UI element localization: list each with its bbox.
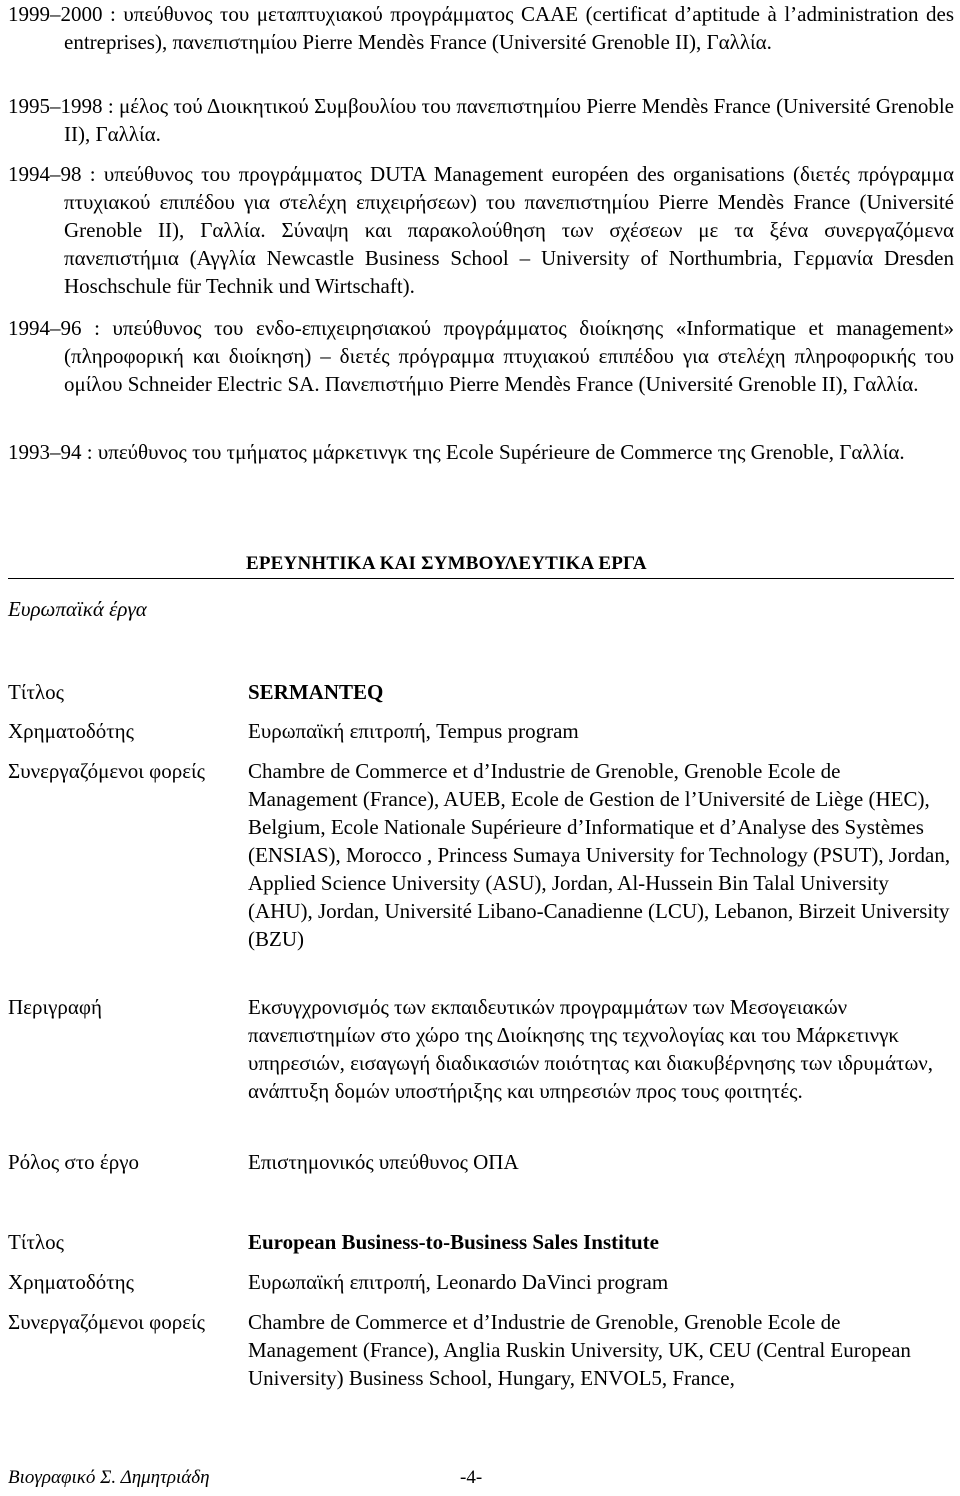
project-value: Επιστημονικός υπεύθυνος ΟΠΑ — [248, 1150, 519, 1174]
project-value: Chambre de Commerce et d’Industrie de Grenoble, Grenoble Ecole de Management (France), AUEB, Ecole de Gestion de l’Université de Liège (HEC), Belgium, Ecole Nationale Supérieure d’Informatique et d’Analyse des Systèmes (ENSIAS), Morocco , Princess Sumaya University for Technology (PSUT), Jordan, Applied Science University (ASU), Jordan, Al-Hussein Bin Talal University (AHU), Jordan, Université Libano-Canadienne (LCU), Lebanon, Birzeit University (BZU) — [248, 759, 951, 951]
experience-text: 1994–98 : υπεύθυνος του προγράμματος DUTA Management européen des organisations (διετές πρόγραμμα πτυχιακού επιπέδου για στελέχη επιχειρήσεων) του πανεπιστημίου Pierre Mendès France (Université Grenoble II), Γαλλία. Σύναψη και παρακολούθηση των σχέσεων με τα ξένα συνεργαζόμενα πανεπιστήμια (Αγγλία Newcastle Business School – University of Northumbria, Γερμανία Dresden Hoschschule für Technik und Wirtschaft). — [8, 162, 954, 298]
project-label: Ρόλος στο έργο — [8, 1150, 140, 1174]
section-divider — [8, 578, 954, 579]
project-title: SERMANTEQ — [248, 680, 384, 704]
project-value: Ευρωπαϊκή επιτροπή, Tempus program — [248, 719, 579, 743]
experience-entry — [8, 0, 954, 56]
experience-entry — [8, 160, 954, 300]
footer-author: Βιογραφικό Σ. Δημητριάδη — [8, 1467, 210, 1488]
experience-entry — [8, 314, 954, 398]
project-label: Τίτλος — [8, 1230, 64, 1254]
project-label: Συνεργαζόμενοι φορείς — [8, 1310, 205, 1334]
project-label: Χρηματοδότης — [8, 719, 134, 743]
project-value: Εκσυγχρονισμός των εκπαιδευτικών προγραμμάτων των Μεσογειακών πανεπιστημίων στο χώρο της Διοίκησης της τεχνολογίας και του Μάρκετινγκ υπηρεσιών, εισαγωγή διαδικασιών ποιότητας και διακυβέρνησης των ιδρυμάτων, ανάπτυξη δομών υποστήριξης και υπηρεσιών προς τους φοιτητές. — [248, 995, 934, 1103]
project-value: Ευρωπαϊκή επιτροπή, Leonardo DaVinci program — [248, 1270, 669, 1294]
project-label: Χρηματοδότης — [8, 1270, 134, 1294]
experience-text: 1993–94 : υπεύθυνος του τμήματος μάρκετινγκ της Ecole Supérieure de Commerce της Grenoble, Γαλλία. — [8, 440, 905, 464]
page-number: -4- — [460, 1467, 483, 1488]
experience-text: 1999–2000 : υπεύθυνος του μεταπτυχιακού προγράμματος CAAE (certificat d’aptitude à l’administration des entreprises), πανεπιστημίου Pierre Mendès France (Université Grenoble II), Γαλλία. — [8, 2, 954, 54]
section-subheading: Ευρωπαϊκά έργα — [8, 597, 147, 621]
project-title: European Business-to-Business Sales Institute — [248, 1230, 659, 1254]
experience-text: 1995–1998 : μέλος τού Διοικητικού Συμβουλίου του πανεπιστημίου Pierre Mendès France (Université Grenoble II), Γαλλία. — [8, 94, 954, 146]
experience-text: 1994–96 : υπεύθυνος του ενδο-επιχειρησιακού προγράμματος διοίκησης «Informatique et management» (πληροφορική και διοίκηση) – διετές πρόγραμμα πτυχιακού επιπέδου για στελέχη πληροφορικής του ομίλου Schneider Electric SA. Πανεπιστήμιο Pierre Mendès France (Université Grenoble II), Γαλλία. — [8, 316, 954, 396]
section-title: ΕΡΕΥΝΗΤΙΚΑ ΚΑΙ ΣΥΜΒΟΥΛΕΥΤΙΚΑ ΕΡΓΑ — [246, 553, 647, 574]
experience-entry — [8, 438, 954, 466]
project-label: Συνεργαζόμενοι φορείς — [8, 759, 205, 783]
project-label: Περιγραφή — [8, 995, 102, 1019]
project-label: Τίτλος — [8, 680, 64, 704]
experience-entry — [8, 92, 954, 148]
project-value: Chambre de Commerce et d’Industrie de Grenoble, Grenoble Ecole de Management (France), Anglia Ruskin University, UK, CEU (Central European University) Business School, Hungary, ENVOL5, France, — [248, 1310, 911, 1390]
